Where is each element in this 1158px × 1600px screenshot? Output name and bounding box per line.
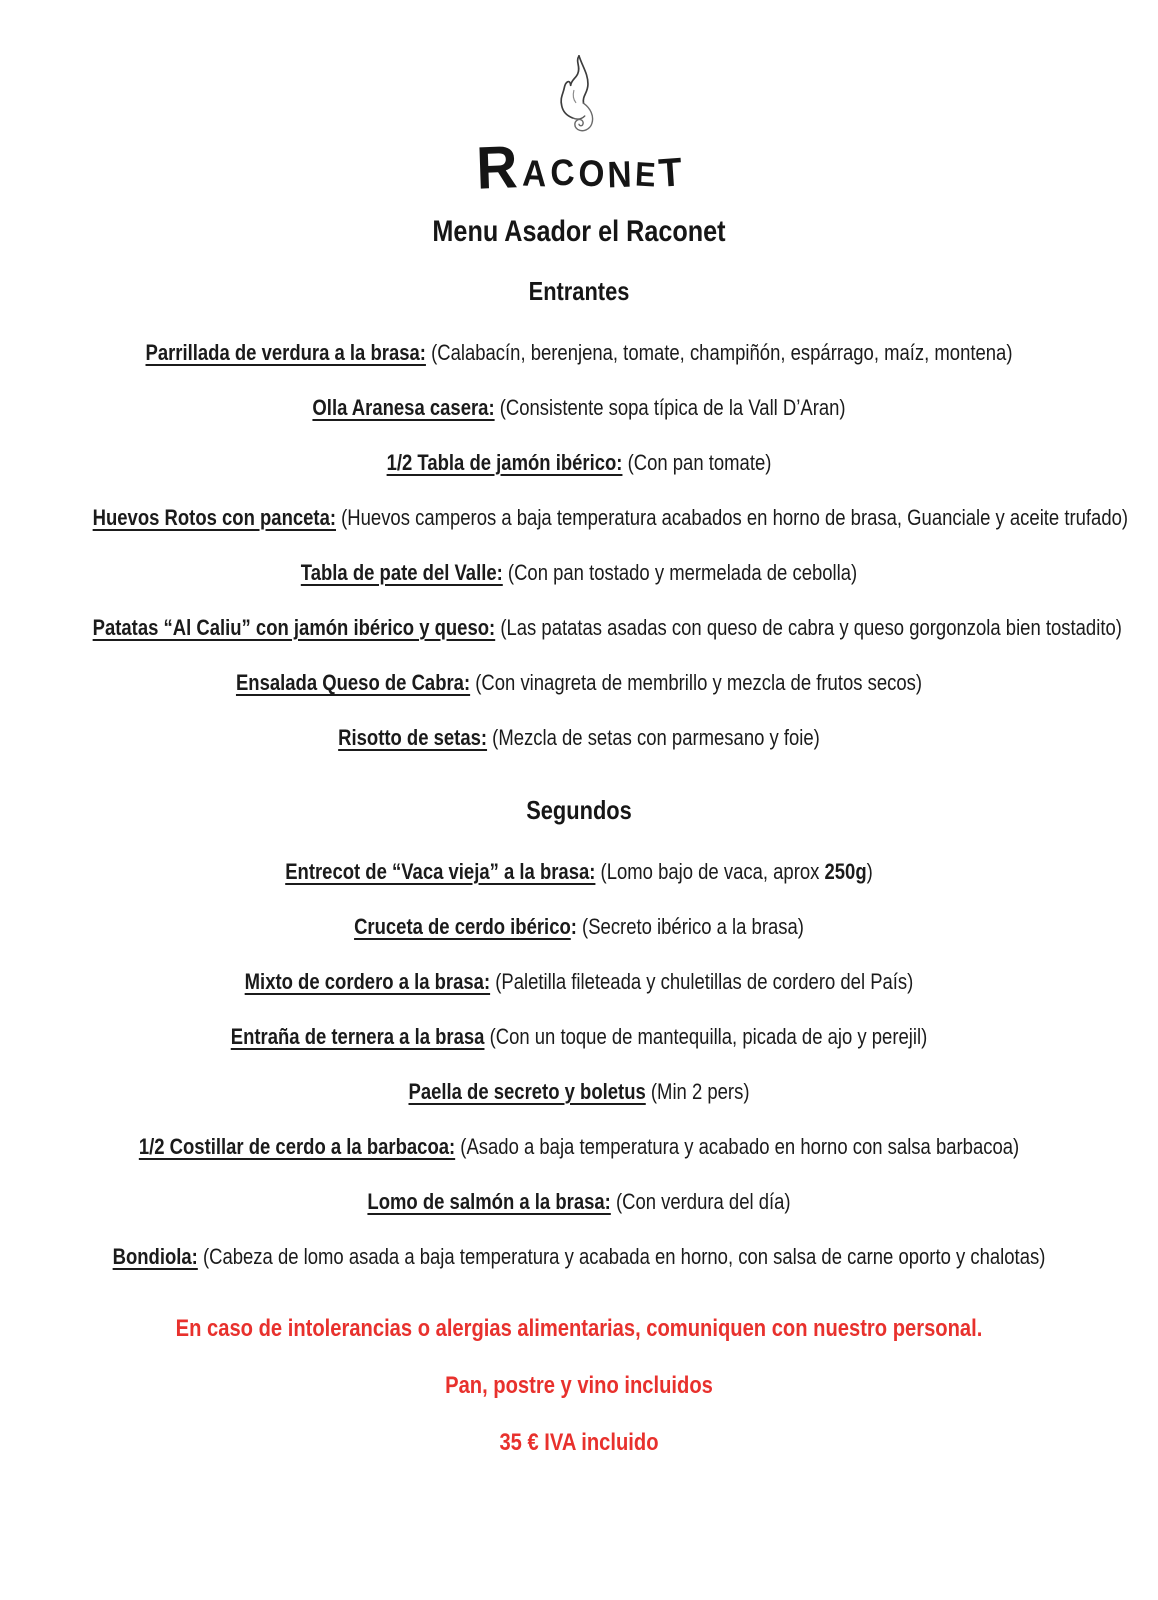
menu-item xyxy=(93,1190,1066,1213)
menu-item xyxy=(92,505,1129,530)
logo-wordmark xyxy=(0,133,1158,202)
dish-name: Parrillada de verdura a la brasa: xyxy=(145,340,426,365)
menu-item xyxy=(93,396,1066,419)
menu-item xyxy=(93,671,1066,694)
dish-description: (Paletilla fileteada y chuletillas de cordero del País) xyxy=(490,969,914,994)
dish-description-bold: 250g xyxy=(824,859,867,884)
dish-description: (Consistente sopa típica de la Vall D’Aran) xyxy=(494,395,846,420)
menu-item xyxy=(93,726,1066,749)
dish-description: (Huevos camperos a baja temperatura acabados en horno de brasa, Guanciale y aceite trufado) xyxy=(336,505,1129,530)
dish-description: (Con verdura del día) xyxy=(610,1189,791,1214)
dish-description: (Cabeza de lomo asada a baja temperatura y acabada en horno, con salsa de carne oporto y chalotas) xyxy=(197,1244,1046,1269)
dish-description: (Secreto ibérico a la brasa) xyxy=(576,914,804,939)
menu-footer xyxy=(0,1315,1158,1456)
dish-name: 1/2 Tabla de jamón ibérico: xyxy=(386,450,623,475)
included-notice: Pan, postre y vino incluidos xyxy=(445,1372,713,1399)
menu-item xyxy=(93,860,1066,883)
dish-name: Mixto de cordero a la brasa: xyxy=(244,969,491,994)
menu-item xyxy=(93,561,1066,584)
dish-name: Bondiola: xyxy=(112,1244,198,1269)
section-title: Entrantes xyxy=(528,276,630,306)
wordmark-letter: T xyxy=(657,150,685,196)
wordmark-letter: R xyxy=(474,133,520,202)
menu-item xyxy=(93,970,1066,993)
menu-item xyxy=(93,451,1066,474)
dish-description: (Mezcla de setas con parmesano y foie) xyxy=(487,725,820,750)
dish-name: Cruceta de cerdo ibérico xyxy=(354,914,571,939)
dish-description: (Asado a baja temperatura y acabado en horno con salsa barbacoa) xyxy=(455,1134,1020,1159)
dish-name: 1/2 Costillar de cerdo a la barbacoa: xyxy=(138,1134,456,1159)
menu-section-entrantes xyxy=(0,278,1158,749)
allergy-notice: En caso de intolerancias o alergias alimentarias, comuniquen con nuestro personal. xyxy=(175,1315,983,1342)
wordmark-letter: C xyxy=(549,151,577,194)
dish-description: (Las patatas asadas con queso de cabra y queso gorgonzola bien tostadito) xyxy=(495,615,1122,640)
dish-description: (Calabacín, berenjena, tomate, champiñón, espárrago, maíz, montena) xyxy=(425,340,1013,365)
dish-name: Tabla de pate del Valle: xyxy=(300,560,503,585)
dish-name: Entrecot de “Vaca vieja” a la brasa: xyxy=(285,859,596,884)
menu-header xyxy=(0,52,1158,248)
dish-name: Lomo de salmón a la brasa: xyxy=(367,1189,611,1214)
dish-name: Olla Aranesa casera: xyxy=(312,395,495,420)
menu-item xyxy=(93,1080,1066,1103)
dish-name: Paella de secreto y boletus xyxy=(408,1079,646,1104)
menu-item xyxy=(93,915,1066,938)
dish-name-suffix: : xyxy=(570,914,577,939)
dish-description: (Con pan tomate) xyxy=(622,450,772,475)
section-items xyxy=(0,341,1158,749)
wordmark-letter: O xyxy=(577,152,606,195)
dish-description: (Con pan tostado y mermelada de cebolla) xyxy=(502,560,858,585)
price-line: 35 € IVA incluido xyxy=(499,1429,659,1456)
dish-description: (Lomo bajo de vaca, aprox 250g) xyxy=(595,859,873,884)
menu-item xyxy=(92,615,1122,640)
dish-name: Huevos Rotos con panceta: xyxy=(92,505,337,530)
page-title: Menu Asador el Raconet xyxy=(432,215,726,248)
wordmark-letter: A xyxy=(521,152,549,195)
dish-name: Patatas “Al Caliu” con jamón ibérico y queso: xyxy=(92,615,496,640)
menu-item xyxy=(93,1135,1066,1158)
menu-section-segundos xyxy=(0,797,1158,1268)
section-title: Segundos xyxy=(526,795,632,825)
dish-name: Risotto de setas: xyxy=(338,725,488,750)
dish-description: (Min 2 pers) xyxy=(645,1079,750,1104)
dish-description: (Con un toque de mantequilla, picada de ajo y perejil) xyxy=(484,1024,928,1049)
dish-description: (Con vinagreta de membrillo y mezcla de frutos secos) xyxy=(470,670,923,695)
menu-sections xyxy=(0,278,1158,1268)
section-items xyxy=(0,860,1158,1268)
dish-name: Entraña de ternera a la brasa xyxy=(230,1024,485,1049)
menu-item xyxy=(93,1025,1066,1048)
wordmark-letter: N xyxy=(607,153,634,196)
menu-item xyxy=(93,1245,1066,1268)
dish-name: Ensalada Queso de Cabra: xyxy=(235,670,471,695)
menu-item xyxy=(93,341,1066,364)
wordmark-letter: E xyxy=(634,155,658,195)
